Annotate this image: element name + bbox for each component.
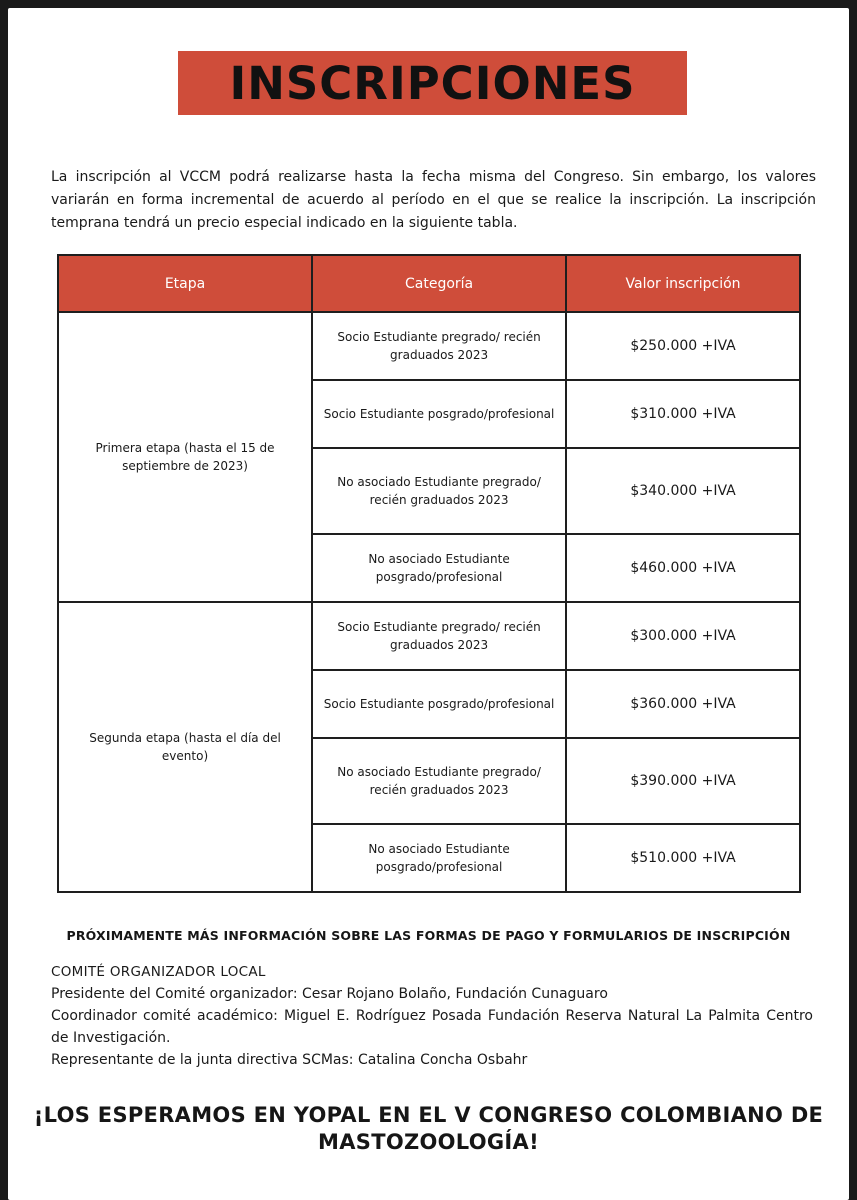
price-cell: $300.000 +IVA xyxy=(566,602,800,670)
table-row xyxy=(58,602,800,670)
category-cell: No asociado Estudiante pregrado/ recién graduados 2023 xyxy=(312,448,566,534)
stage-label: Segunda etapa (hasta el día del evento) xyxy=(58,602,312,892)
committee-board-representative: Representante de la junta directiva SCMas: Catalina Concha Osbahr xyxy=(51,1052,528,1068)
organizing-committee xyxy=(51,961,813,1071)
category-cell: Socio Estudiante posgrado/profesional xyxy=(312,380,566,448)
price-cell: $460.000 +IVA xyxy=(566,534,800,602)
stage-label: Primera etapa (hasta el 15 de septiembre de 2023) xyxy=(58,312,312,602)
price-cell: $250.000 +IVA xyxy=(566,312,800,380)
page-title: INSCRIPCIONES xyxy=(229,56,636,110)
category-cell: No asociado Estudiante posgrado/profesional xyxy=(312,824,566,892)
committee-president: Presidente del Comité organizador: Cesar Rojano Bolaño, Fundación Cunaguaro xyxy=(51,986,608,1002)
header-valor: Valor inscripción xyxy=(566,255,800,312)
closing-message: ¡LOS ESPERAMOS EN YOPAL EN EL V CONGRESO COLOMBIANO DE MASTOZOOLOGÍA! xyxy=(33,1103,824,1154)
intro-paragraph: La inscripción al VCCM podrá realizarse hasta la fecha misma del Congreso. Sin embargo, los valores variarán en forma incremental de acuerdo al período en el que se realice la inscripción. La inscripción temprana tendrá un precio especial indicado en la siguiente tabla. xyxy=(51,169,816,231)
price-cell: $510.000 +IVA xyxy=(566,824,800,892)
document-page xyxy=(8,8,849,1200)
header-categoria: Categoría xyxy=(312,255,566,312)
table-header-row xyxy=(58,255,800,312)
price-cell: $390.000 +IVA xyxy=(566,738,800,824)
header-etapa: Etapa xyxy=(58,255,312,312)
price-cell: $360.000 +IVA xyxy=(566,670,800,738)
payment-info-notice: PRÓXIMAMENTE MÁS INFORMACIÓN SOBRE LAS FORMAS DE PAGO Y FORMULARIOS DE INSCRIPCIÓN xyxy=(66,928,791,943)
category-cell: Socio Estudiante posgrado/profesional xyxy=(312,670,566,738)
committee-heading: COMITÉ ORGANIZADOR LOCAL xyxy=(51,964,266,980)
title-banner xyxy=(178,51,687,115)
category-cell: No asociado Estudiante posgrado/profesional xyxy=(312,534,566,602)
registration-fees-table xyxy=(57,254,801,893)
category-cell: Socio Estudiante pregrado/ recién graduados 2023 xyxy=(312,602,566,670)
price-cell: $340.000 +IVA xyxy=(566,448,800,534)
committee-academic-coordinator: Coordinador comité académico: Miguel E. Rodríguez Posada Fundación Reserva Natural La Palmita Centro de Investigación. xyxy=(51,1008,813,1046)
category-cell: No asociado Estudiante pregrado/ recién graduados 2023 xyxy=(312,738,566,824)
price-cell: $310.000 +IVA xyxy=(566,380,800,448)
table-row xyxy=(58,312,800,380)
category-cell: Socio Estudiante pregrado/ recién graduados 2023 xyxy=(312,312,566,380)
